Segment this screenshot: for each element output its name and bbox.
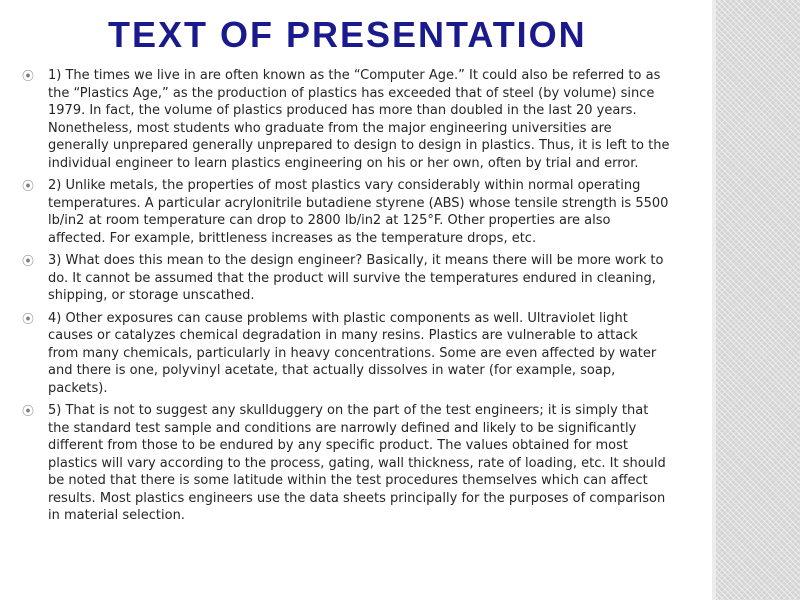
bullet-text: 4) Other exposures can cause problems with plastic components as well. Ultraviolet light causes or catalyzes chemical degradation in many resins. Plastics are vulnerable to attack from many chemicals, particularly in heavy concentrations. Some are even affected by water and there is one, polyvinyl acetate, that actually dissolves in water (for example, soap, packets). xyxy=(48,310,657,396)
bullet-item xyxy=(22,67,672,172)
bullet-item xyxy=(22,252,672,305)
decorative-side-panel xyxy=(712,0,800,600)
bullet-text: 2) Unlike metals, the properties of most plastics vary considerably within normal operating temperatures. A particular acrylonitrile butadiene styrene (ABS) whose tensile strength is 5500 lb/in2 at room temperature can drop to 2800 lb/in2 at 125°F. Other properties are also affected. For example, brittleness increases as the temperature drops, etc. xyxy=(48,178,669,246)
bullet-item xyxy=(22,402,672,525)
bullet-text: 1) The times we live in are often known as the “Computer Age.” It could also be referred to as the “Plastics Age,” as the production of plastics has exceeded that of steel (by volume) since 1979. In fact, the volume of plastics produced has more than doubled in the last 20 years. Nonetheless, most students who graduate from the major engineering universities are generally unprepared generally unprepared to design to design in plastics. Thus, it is left to the individual engineer to learn plastics engineering on his or her own, often by trial and error. xyxy=(48,68,670,171)
circled-dot-icon: ⦿ xyxy=(22,311,35,326)
slide-title: TEXT OF PRESENTATION xyxy=(108,14,587,55)
bullet-text: 5) That is not to suggest any skullduggery on the part of the test engineers; it is simply that the standard test sample and conditions are narrowly defined and likely to be significantly different from those to be endured by any specific product. The values obtained for most plastics will vary according to the process, gating, wall thickness, rate of loading, etc. It should be noted that there is some latitude within the test procedures themselves which can affect results. Most plastics engineers use the data sheets principally for the purposes of comparison in material selection. xyxy=(48,403,666,523)
side-panel-edge xyxy=(712,0,716,600)
circled-dot-icon: ⦿ xyxy=(22,404,35,418)
bullet-text: 3) What does this mean to the design engineer? Basically, it means there will be more work to do. It cannot be assumed that the product will survive the temperatures endured in cleaning, shipping, or storage unscathed. xyxy=(48,253,664,303)
circled-dot-icon: ⦿ xyxy=(22,179,35,193)
bullet-list xyxy=(22,67,672,530)
bullet-item xyxy=(22,177,672,247)
circled-dot-icon: ⦿ xyxy=(22,69,35,83)
bullet-item xyxy=(22,310,672,398)
circled-dot-icon: ⦿ xyxy=(22,254,35,268)
